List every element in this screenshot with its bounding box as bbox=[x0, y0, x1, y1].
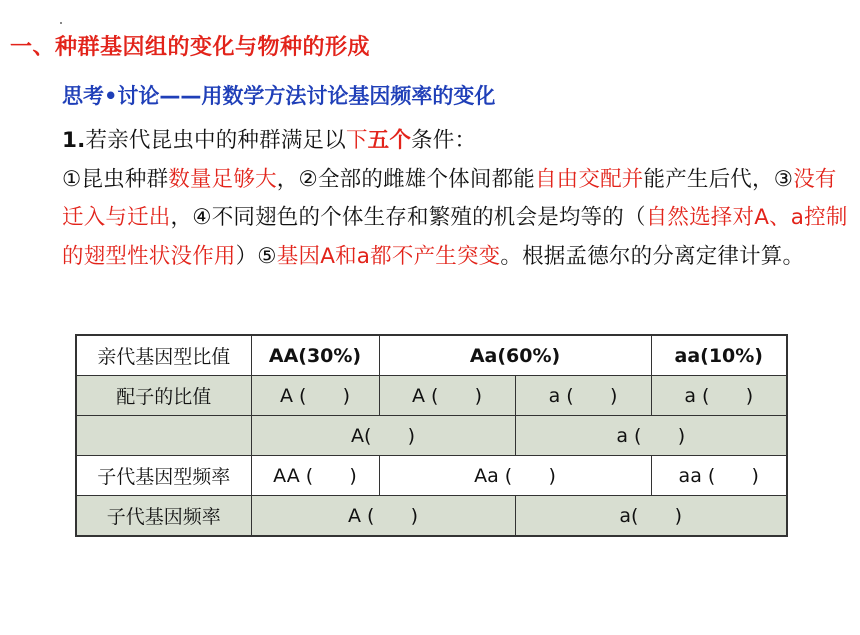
text-segment: ，④不同翅色的个体生存和繁殖的机会是均等的（ bbox=[170, 205, 646, 230]
text-segment: 条件： bbox=[411, 128, 477, 153]
row-header: 亲代基因型比值 bbox=[76, 335, 251, 376]
highlight-text: 下 bbox=[345, 128, 368, 153]
decorative-dot bbox=[60, 22, 62, 24]
answer-cell[interactable]: a ( ) bbox=[515, 376, 651, 416]
highlight-text: 自由交配并 bbox=[534, 166, 644, 192]
highlight-text: 基因A和a都不产生突变 bbox=[276, 243, 501, 269]
gene-frequency-table bbox=[75, 334, 788, 537]
answer-cell[interactable]: aa ( ) bbox=[651, 456, 787, 496]
table-row bbox=[76, 416, 787, 456]
answer-cell[interactable]: A ( ) bbox=[379, 376, 515, 416]
row-header: 子代基因型频率 bbox=[76, 456, 251, 496]
highlight-text: 没有迁入与迁出 bbox=[62, 166, 837, 230]
row-header bbox=[76, 416, 251, 456]
highlight-text: 数量足够大 bbox=[168, 166, 277, 192]
answer-cell[interactable]: a ( ) bbox=[515, 416, 787, 456]
answer-cell[interactable]: Aa ( ) bbox=[379, 456, 651, 496]
table-row bbox=[76, 496, 787, 537]
item-number: 1. bbox=[62, 128, 86, 153]
table-cell: Aa(60%) bbox=[379, 335, 651, 376]
answer-cell[interactable]: a ( ) bbox=[651, 376, 787, 416]
text-segment: 若亲代昆虫中的种群满足以 bbox=[85, 128, 346, 153]
row-header: 配子的比值 bbox=[76, 376, 251, 416]
highlight-text: 五个 bbox=[367, 128, 412, 153]
answer-cell[interactable]: a( ) bbox=[515, 496, 787, 537]
highlight-text: 自然选择对A、a控制的翅型性状没作用 bbox=[62, 205, 848, 269]
answer-cell[interactable]: A ( ) bbox=[251, 496, 515, 537]
table-cell: AA(30%) bbox=[251, 335, 379, 376]
slide-title: 一、种群基因组的变化与物种的形成 bbox=[10, 35, 371, 60]
row-header: 子代基因频率 bbox=[76, 496, 251, 537]
text-segment: ①昆虫种群 bbox=[62, 166, 169, 192]
text-segment: ，②全部的雌雄个体间都能 bbox=[276, 166, 535, 192]
answer-cell[interactable]: A ( ) bbox=[251, 376, 379, 416]
section-subtitle: 思考•讨论——用数学方法讨论基因频率的变化 bbox=[62, 84, 496, 108]
answer-cell[interactable]: AA ( ) bbox=[251, 456, 379, 496]
conditions-paragraph bbox=[62, 122, 852, 276]
text-segment: 能产生后代，③ bbox=[643, 166, 794, 192]
answer-cell[interactable]: A( ) bbox=[251, 416, 515, 456]
text-segment: 。根据孟德尔的分离定律计算。 bbox=[500, 243, 805, 269]
table-row bbox=[76, 376, 787, 416]
text-segment: ）⑤ bbox=[235, 243, 277, 269]
table-row bbox=[76, 335, 787, 376]
table-row bbox=[76, 456, 787, 496]
table-cell: aa(10%) bbox=[651, 335, 787, 376]
